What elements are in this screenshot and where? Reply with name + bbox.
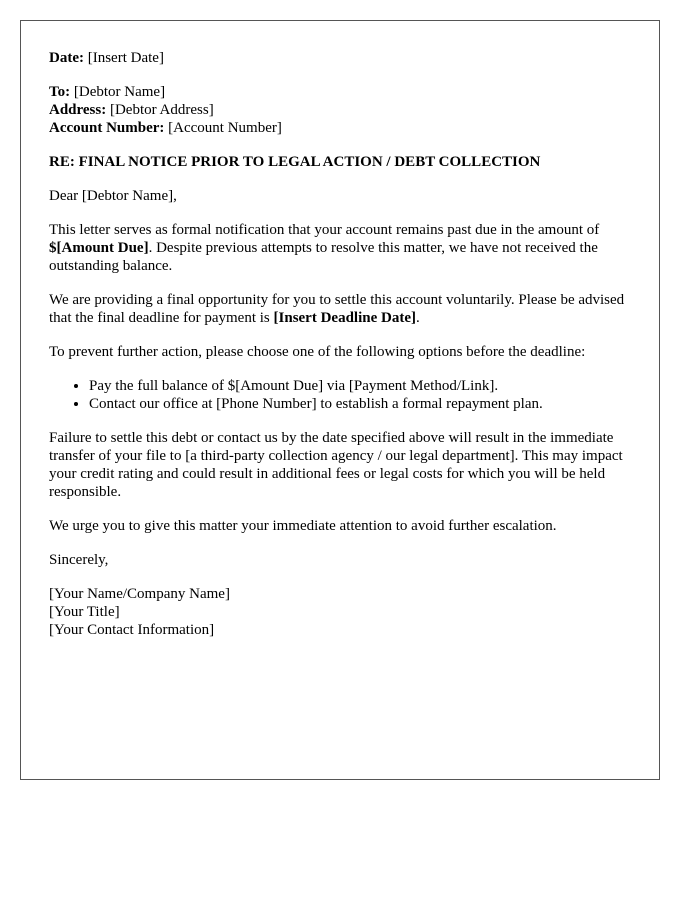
signature-block bbox=[49, 585, 631, 639]
address-line bbox=[49, 101, 631, 119]
date-line bbox=[49, 49, 631, 67]
amount-due: $[Amount Due] bbox=[49, 240, 149, 256]
paragraph-urge: We urge you to give this matter your immediate attention to avoid further escalation. bbox=[49, 518, 557, 534]
closing: Sincerely, bbox=[49, 552, 109, 568]
paragraph-notification-text-a: This letter serves as formal notification that your account remains past due in the amount of bbox=[49, 222, 600, 238]
address-value: [Debtor Address] bbox=[106, 102, 214, 118]
paragraph-final-opportunity bbox=[49, 291, 631, 327]
date-value: [Insert Date] bbox=[83, 50, 164, 66]
option-pay-balance: • Pay the full balance of $[Amount Due] via [Payment Method/Link]. bbox=[89, 377, 631, 395]
to-label: To: bbox=[49, 84, 71, 100]
paragraph-final-opportunity-text-b: . bbox=[416, 310, 420, 326]
account-label: Account Number: bbox=[49, 120, 165, 136]
account-value: [Account Number] bbox=[164, 120, 282, 136]
account-line bbox=[49, 119, 631, 137]
paragraph-notification-text-b: . Despite previous attempts to resolve this matter, we have not received the outstanding balance. bbox=[49, 240, 598, 274]
paragraph-consequences: Failure to settle this debt or contact us by the date specified above will result in the immediate transfer of your file to [a third-party collection agency / our legal department]. This may impact your credit rating and could result in additional fees or legal costs for which you will be held responsible. bbox=[49, 430, 623, 500]
to-line bbox=[49, 83, 631, 101]
paragraph-notification bbox=[49, 221, 631, 275]
salutation: Dear [Debtor Name], bbox=[49, 188, 177, 204]
deadline-date: [Insert Deadline Date] bbox=[273, 310, 416, 326]
signature-name: [Your Name/Company Name] bbox=[49, 586, 230, 602]
paragraph-final-opportunity-text-a: We are providing a final opportunity for you to settle this account voluntarily. Please be advised that the final deadline for payment is bbox=[49, 292, 625, 326]
option-contact-office: • Contact our office at [Phone Number] to establish a formal repayment plan. bbox=[89, 395, 631, 413]
to-value: [Debtor Name] bbox=[70, 84, 166, 100]
signature-title: [Your Title] bbox=[49, 604, 120, 620]
subject-line: RE: FINAL NOTICE PRIOR TO LEGAL ACTION / DEBT COLLECTION bbox=[49, 154, 541, 170]
options-list bbox=[49, 377, 631, 413]
signature-contact: [Your Contact Information] bbox=[49, 622, 215, 638]
date-label: Date: bbox=[49, 50, 84, 66]
address-label: Address: bbox=[49, 102, 107, 118]
recipient-block bbox=[49, 83, 631, 137]
letter-page bbox=[20, 20, 660, 780]
paragraph-options-intro: To prevent further action, please choose one of the following options before the deadline: bbox=[49, 344, 586, 360]
